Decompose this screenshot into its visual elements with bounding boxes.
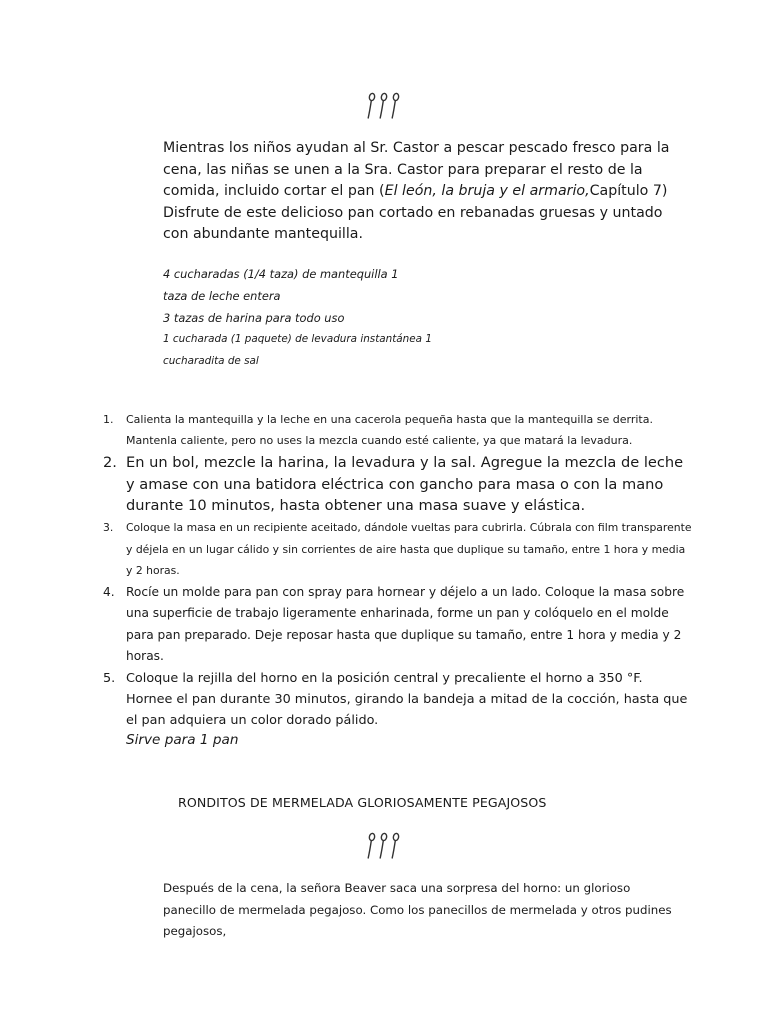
step-number: 2.	[103, 453, 117, 471]
instruction-step	[103, 452, 693, 517]
spoons-ornament-top	[0, 92, 768, 120]
instruction-step	[103, 582, 693, 668]
instruction-step	[103, 668, 693, 732]
spoons-ornament-bottom	[0, 832, 768, 860]
ingredient-item: 4 cucharadas (1/4 taza) de mantequilla 1	[163, 267, 399, 281]
serves-note: Sirve para 1 pan	[126, 732, 239, 748]
ingredient-item: 1 cucharada (1 paquete) de levadura instantánea 1	[163, 333, 432, 346]
step-text: En un bol, mezcle la harina, la levadura y la sal. Agregue la mezcla de leche y amase con una batidora eléctrica con gancho para masa o con la mano durante 10 minutos, hasta obtener una masa suave y elástica.	[126, 453, 684, 515]
step-text: Coloque la masa en un recipiente aceitado, dándole vueltas para cubrirla. Cúbrala con film transparente y déjela en un lugar cálido y sin corrientes de aire hasta que duplique su tamaño, entre 1 hora y media y 2 horas.	[126, 521, 692, 578]
step-number: 1.	[103, 413, 114, 426]
step-number: 3.	[103, 521, 114, 535]
intro-text-after: Capítulo 7) Disfrute de este delicioso pan cortado en rebanadas gruesas y untado con abundante mantequilla.	[163, 183, 668, 243]
step-text: Coloque la rejilla del horno en la posición central y precaliente el horno a 350 °F. Hornee el pan durante 30 minutos, girando la bandeja a mitad de la cocción, hasta que el pan adquiera un color dorado pálido.	[126, 670, 688, 729]
intro-text-before: Mientras los niños ayudan al Sr. Castor a pescar pescado fresco para la cena, las niñas se unen a la Sra. Castor para preparar el resto de la comida, incluido cortar el pan (	[163, 140, 670, 200]
three-spoons-icon	[364, 832, 404, 860]
ingredient-item: taza de leche entera	[163, 288, 281, 303]
ingredient-item: cucharadita de sal	[163, 355, 259, 368]
next-recipe-intro: Después de la cena, la señora Beaver saca una sorpresa del horno: un glorioso panecillo de mermelada pegajoso. Como los panecillos de mermelada y otros pudines pegajosos,	[163, 881, 672, 939]
book-title: El león, la bruja y el armario,	[384, 183, 590, 200]
three-spoons-icon	[364, 92, 404, 120]
ingredient-item: 3 tazas de harina para todo uso	[163, 310, 345, 325]
recipe-intro	[163, 138, 683, 246]
ingredients-list	[163, 264, 583, 373]
instruction-step	[103, 517, 693, 582]
step-text: Rocíe un molde para pan con spray para hornear y déjelo a un lado. Coloque la masa sobre una superficie de trabajo ligeramente enharinada, forme un pan y colóquelo en el molde para pan preparado. Deje reposar hasta que duplique su tamaño, entre 1 hora y media y 2 horas.	[126, 584, 685, 664]
step-text: Calienta la mantequilla y la leche en una cacerola pequeña hasta que la mantequilla se derrita. Mantenla caliente, pero no uses la mezcla cuando esté caliente, ya que matará la levadura.	[126, 413, 653, 448]
instruction-step	[103, 409, 693, 452]
recipe-title: RONDITOS DE MERMELADA GLORIOSAMENTE PEGAJOSOS	[178, 795, 547, 810]
step-number: 4.	[103, 584, 115, 599]
instructions-list	[103, 409, 693, 732]
step-number: 5.	[103, 670, 116, 686]
